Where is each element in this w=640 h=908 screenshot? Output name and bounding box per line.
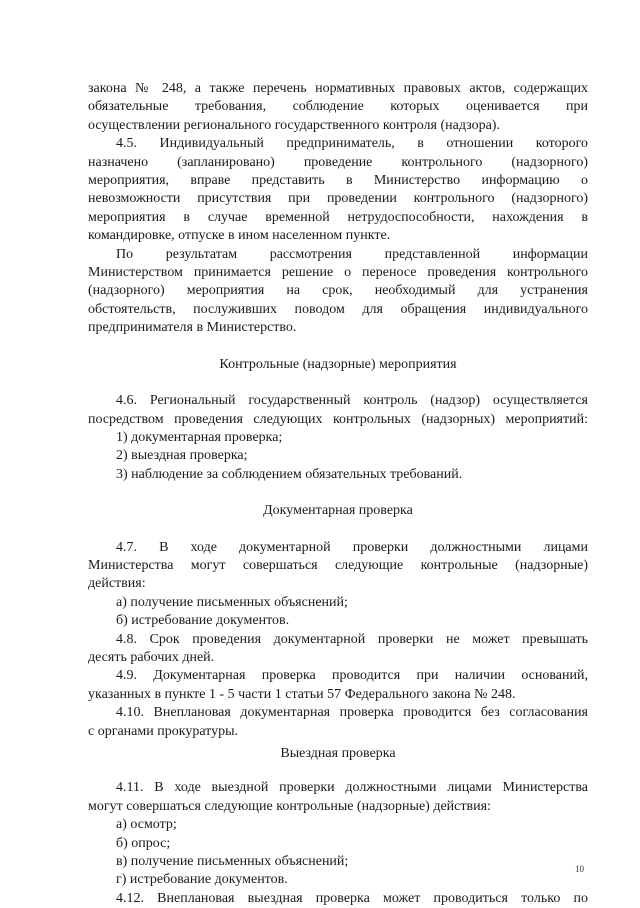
text-line: закона № 248, а также перечень нормативных правовых актов, содержащих [88,81,588,96]
text-line: Министерством принимается решение о переносе проведения контрольного [88,265,588,281]
paragraph-results [88,246,588,338]
paragraph-4-11 [88,779,588,889]
text-line: 4.12. Внеплановая выездная проверка может проводиться только по [116,890,588,906]
text-line: посредством проведения следующих контрольных (надзорных) мероприятий: [88,411,588,427]
text-line: предпринимателя в Министерство. [88,320,297,336]
text-line: с органами прокуратуры. [88,723,239,739]
text-line: назначено (запланировано) проведение контрольного (надзорного) [88,154,588,170]
text-line: обстоятельств, послуживших поводом для обращения индивидуального [88,301,588,317]
list-item: в) получение письменных объяснений; [116,854,349,870]
text-line: 4.5. Индивидуальный предприниматель, в отношении которого [116,136,588,152]
text-line: По результатам рассмотрения представленной информации [116,246,588,262]
list-item: а) получение письменных объяснений; [116,594,348,610]
text-line: (надзорного) мероприятия на срок, необходимый для устранения [88,283,588,299]
text-line: действия: [88,576,146,592]
text-line: мероприятия, вправе представить в Министерство информацию о [88,173,588,189]
list-item: б) опрос; [116,835,171,851]
section-heading-field-check: Выездная проверка [280,746,396,761]
text-line: указанных в пункте 1 - 5 части 1 статьи 57 Федерального закона № 248. [88,686,516,702]
paragraph-4-9 [88,667,588,704]
text-line: Министерства могут совершаться следующие контрольные (надзорные) [88,557,588,573]
page-number: 10 [575,864,584,874]
text-line: 4.6. Региональный государственный контроль (надзор) осуществляется [116,393,588,409]
paragraph-4-8 [88,631,588,668]
text-line: 4.8. Срок проведения документарной проверки не может превышать [116,631,588,647]
list-item: г) истребование документов. [116,872,288,888]
paragraph-4-6 [88,392,588,484]
text-line: десять рабочих дней. [88,649,215,665]
list-item: 2) выездная проверка; [116,448,248,464]
list-item: 1) документарная проверка; [116,429,283,445]
text-line: невозможности присутствия при проведении контрольного (надзорного) [88,191,588,207]
list-item: а) осмотр; [116,817,177,833]
text-line: 4.7. В ходе документарной проверки должностными лицами [116,539,588,555]
paragraph-4-5 [88,135,588,245]
section-heading-measures: Контрольные (надзорные) мероприятия [219,356,457,372]
list-item: 3) наблюдение за соблюдением обязательных требований. [116,466,463,482]
text-line: осуществлении регионального государственного контроля (надзора). [88,117,500,133]
text-line: могут совершаться следующие контрольные (надзорные) действия: [88,798,491,814]
text-line: 4.10. Внеплановая документарная проверка проводится без согласования [116,705,588,721]
section-heading-document-check: Документарная проверка [263,503,413,519]
text-line: 4.11. В ходе выездной проверки должностными лицами Министерства [116,780,588,796]
document-page [88,80,588,908]
text-line: командировке, отпуске в ином населенном пункте. [88,228,391,244]
text-line: обязательные требования, соблюдение которых оценивается при [88,99,588,115]
paragraph-4-7 [88,539,588,631]
text-line: 4.9. Документарная проверка проводится при наличии оснований, [116,668,588,684]
paragraph-4-10 [88,704,588,741]
paragraph-4-12 [88,890,588,908]
text-line: мероприятия в случае временной нетрудоспособности, нахождения в [88,209,588,225]
list-item: б) истребование документов. [116,613,290,629]
paragraph-continuation [88,80,588,135]
